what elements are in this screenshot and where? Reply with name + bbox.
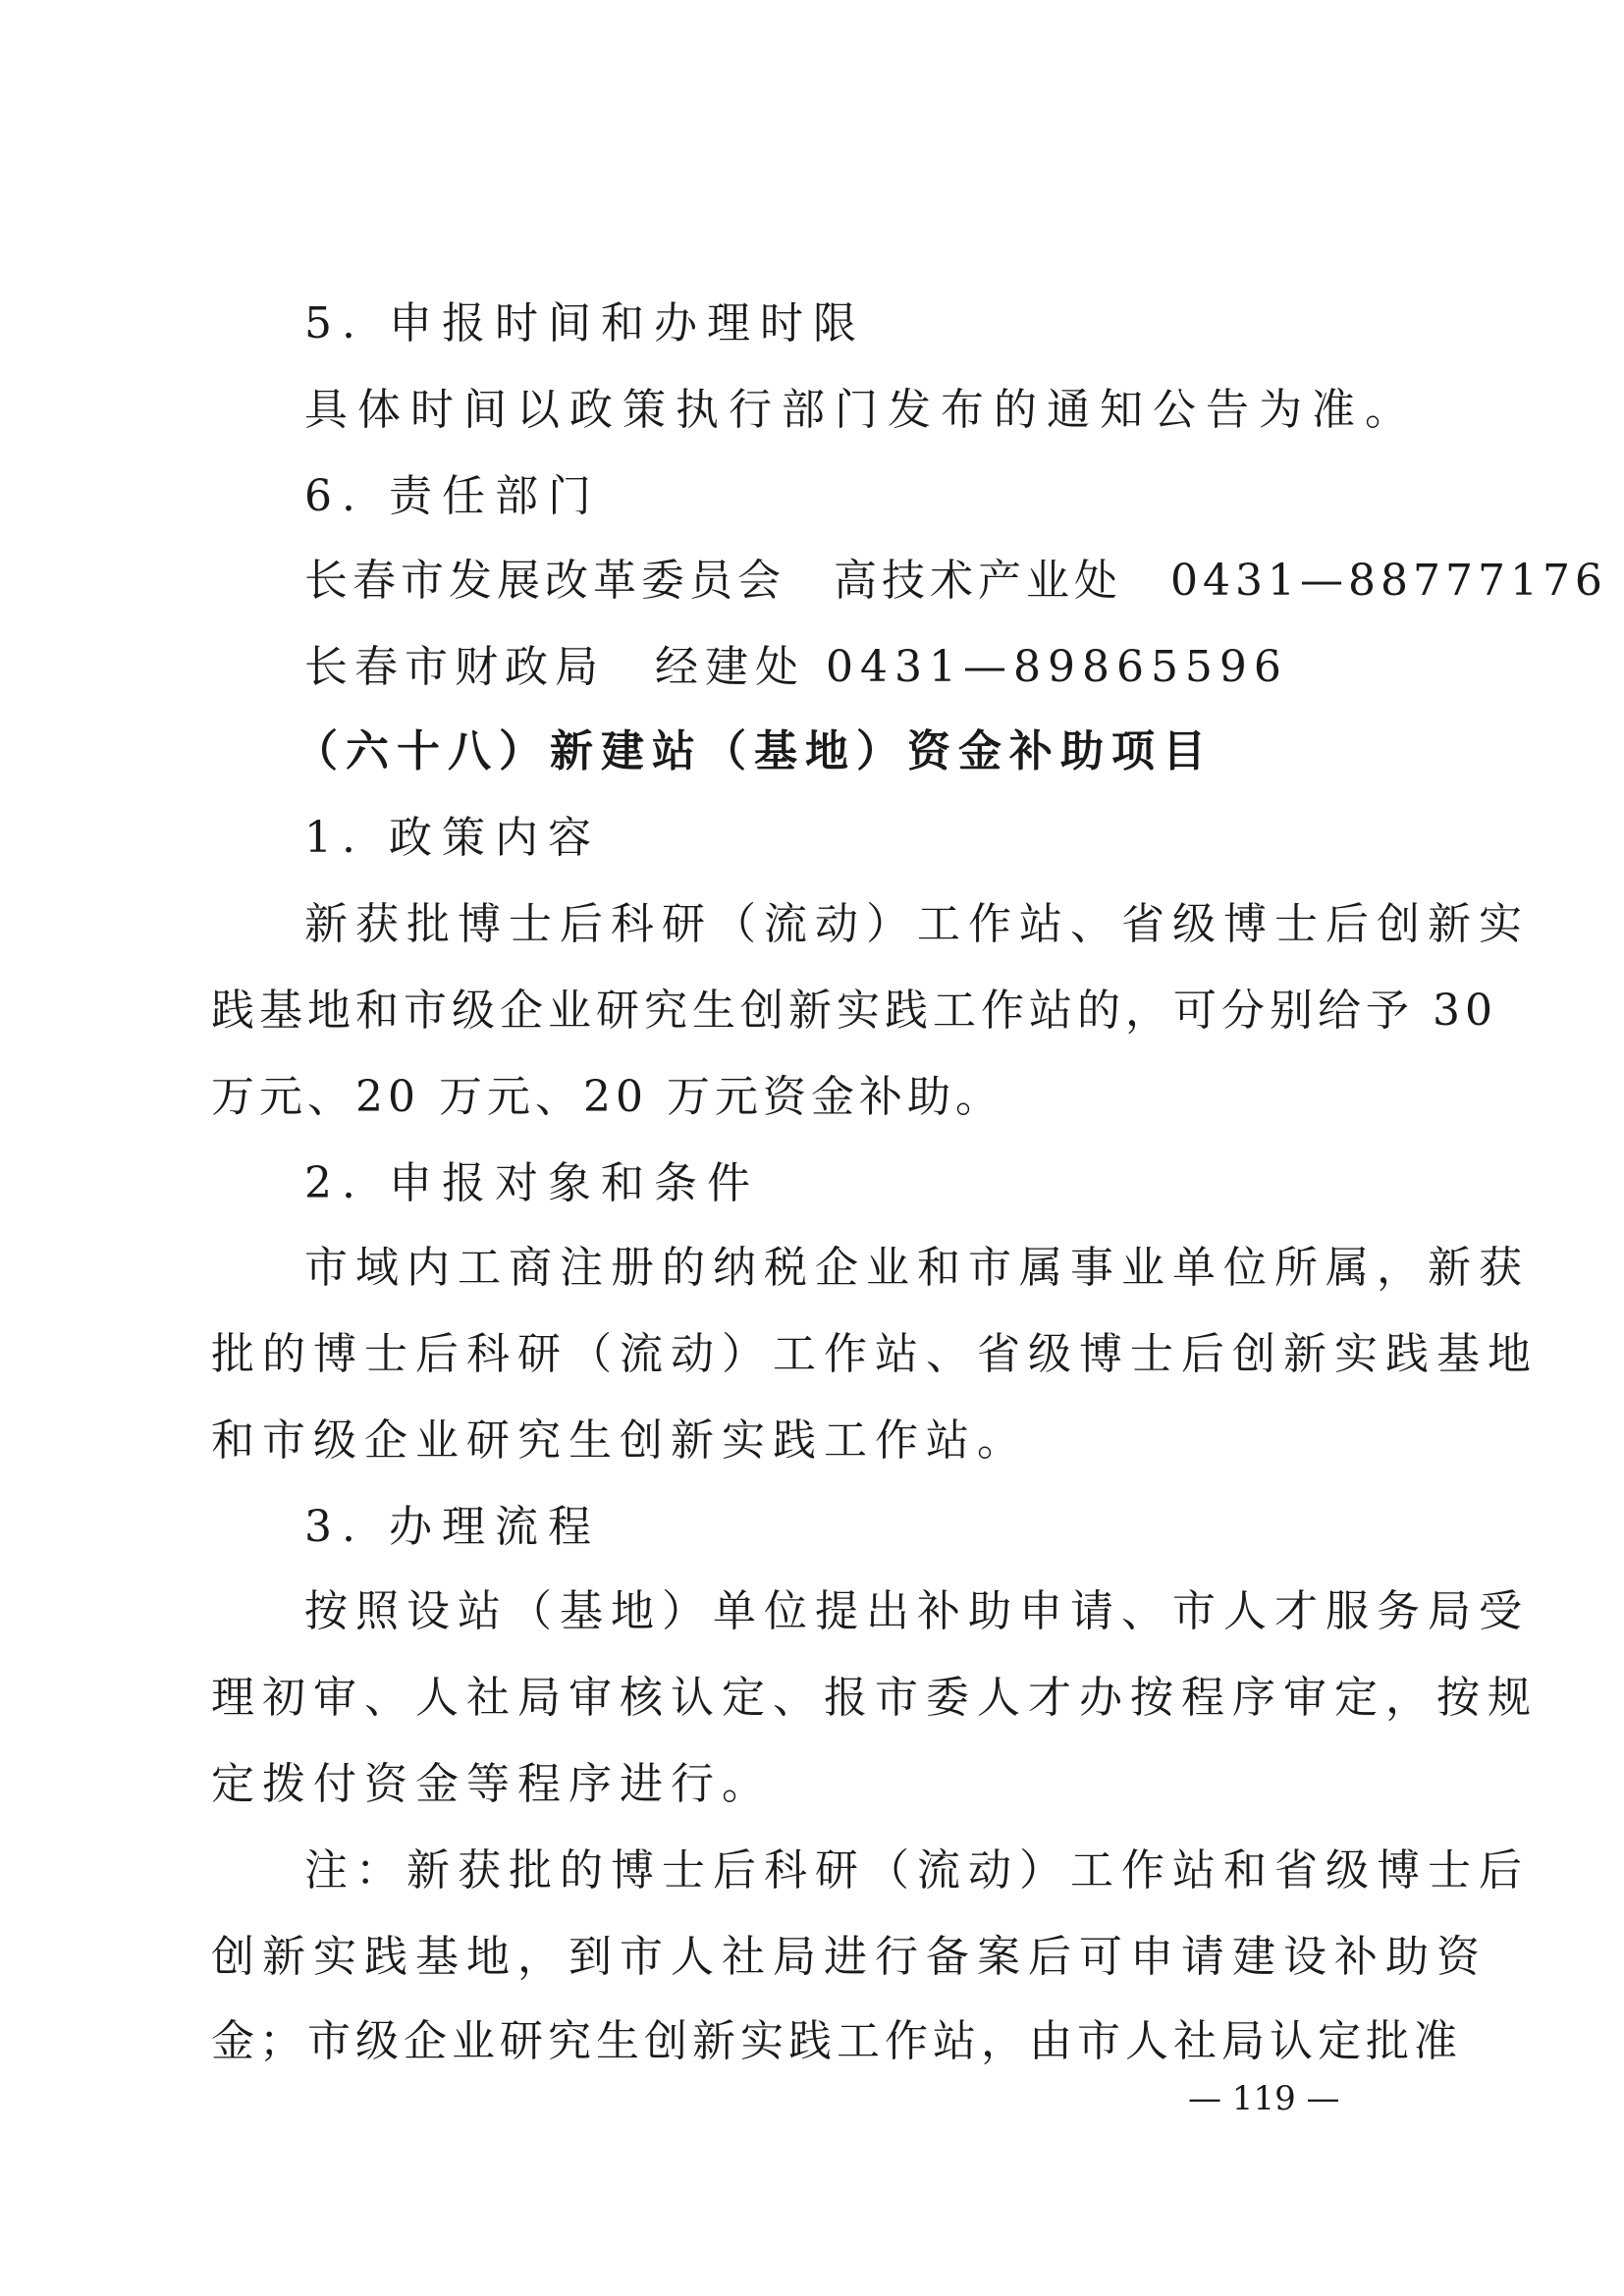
note-line-2: 创新实践基地，到市人社局进行备案后可申请建设补助资 bbox=[211, 1932, 1488, 1982]
applicant-conditions-title: 2. 申报对象和条件 bbox=[304, 1158, 760, 1208]
section-5-text: 具体时间以政策执行部门发布的通知公告为准。 bbox=[304, 385, 1418, 435]
note-line-3: 金；市级企业研究生创新实践工作站，由市人社局认定批准 bbox=[211, 2016, 1462, 2066]
process-title: 3. 办理流程 bbox=[304, 1502, 601, 1552]
item-68-heading: （六十八）新建站（基地）资金补助项目 bbox=[295, 726, 1214, 776]
process-line-2: 理初审、人社局审核认定、报市委人才办按程序审定，按规 bbox=[211, 1673, 1539, 1723]
section-6-dept-1: 长春市发展改革委员会 高技术产业处 0431—88777176 bbox=[304, 556, 1607, 606]
page-number: — 119 — bbox=[1188, 2079, 1340, 2118]
section-6-dept-2: 长春市财政局 经建处 0431—89865596 bbox=[304, 642, 1288, 692]
note-line-1: 注：新获批的博士后科研（流动）工作站和省级博士后 bbox=[304, 1845, 1530, 1896]
policy-content-line-1: 新获批博士后科研（流动）工作站、省级博士后创新实 bbox=[304, 899, 1530, 949]
policy-content-line-2: 践基地和市级企业研究生创新实践工作站的，可分别给予 30 bbox=[211, 986, 1497, 1036]
policy-content-line-3: 万元、20 万元、20 万元资金补助。 bbox=[211, 1072, 1003, 1122]
applicant-conditions-line-2: 批的博士后科研（流动）工作站、省级博士后创新实践基地 bbox=[211, 1329, 1539, 1379]
applicant-conditions-line-3: 和市级企业研究生创新实践工作站。 bbox=[211, 1415, 1028, 1466]
policy-content-title: 1. 政策内容 bbox=[304, 813, 601, 863]
section-5-title: 5. 申报时间和办理时限 bbox=[304, 298, 866, 348]
process-line-3: 定拨付资金等程序进行。 bbox=[211, 1759, 773, 1809]
applicant-conditions-line-1: 市域内工商注册的纳税企业和市属事业单位所属，新获 bbox=[304, 1243, 1530, 1293]
section-6-title: 6. 责任部门 bbox=[304, 471, 601, 521]
process-line-1: 按照设站（基地）单位提出补助申请、市人才服务局受 bbox=[304, 1586, 1530, 1636]
